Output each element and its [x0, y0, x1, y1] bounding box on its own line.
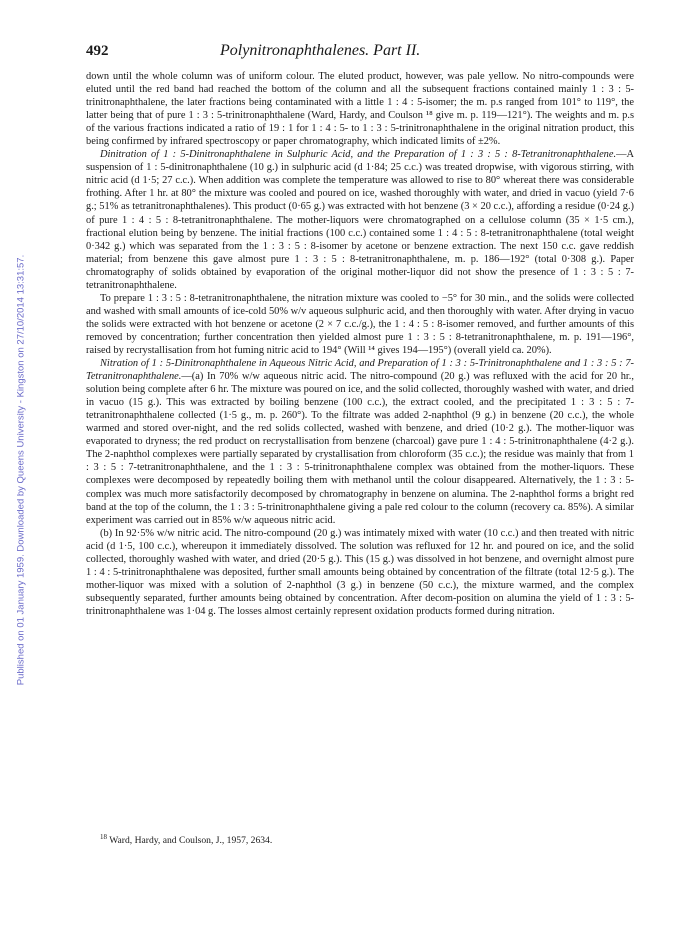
running-title: Polynitronaphthalenes. Part II.: [220, 42, 421, 59]
paragraph-2: [86, 148, 634, 292]
page-number: 492: [86, 43, 109, 59]
paragraph-1: down until the whole column was of uniform colour. The eluted product, however, was pale yellow. No nitro-compounds were eluted until the red band had reached the bottom of the column and all the subsequent fractions contained mainly 1 : 3 : 5-trinitronaphthalene, the later fractions being contaminated with a little 1 : 4 : 5-isomer; the m. p.s ranged from 101° to 119°, the latter being that of pure 1 : 3 : 5-trinitronaphthalene (Ward, Hardy, and Coulson ¹⁸ give m. p. 119—121°). The weights and m. p.s of the various fractions indicated a ratio of 19 : 1 for 1 : 4 : 5- to 1 : 3 : 5-trinitronaphthalene in the original nitration product, this being confirmed by infrared spectroscopy or paper chromatography, which indicated limits of ±2%.: [86, 71, 634, 148]
paragraph-4: [86, 357, 634, 527]
paragraph-5: (b) In 92·5% w/w nitric acid. The nitro-compound (20 g.) was intimately mixed with water (10 c.c.) and then treated with nitric acid (d 1·5, 100 c.c.), whereupon it immediately dissolved. The solution was refluxed for 12 hr. and poured on ice, and the solid collected, thoroughly washed with water, and dried (20·5 g.). This (15 g.) was dissolved in hot benzene, and overnight almost pure 1 : 4 : 5-trinitronaphthalene was deposited, further small amounts being obtained by concentration of the filtrate (total 12·5 g.). The mother-liquor was mixed with a solution of 2-naphthol (3 g.) in benzene (50 c.c.), the mixture warmed, and the complex subsequently separated, further amounts being obtained by concentration. After decom-position on alumina the yield of 1 : 3 : 5-trinitronaphthalene was 1·04 g. The losses almost certainly represent oxidation products formed during nitration.: [86, 527, 634, 617]
footnote-text: Ward, Hardy, and Coulson, J., 1957, 2634.: [109, 835, 273, 847]
paragraph-4-text: —(a) In 70% w/w aqueous nitric acid. The nitro-compound (20 g.) was refluxed with the acid for 20 hr., solution being complete after 6 hr. The mixture was poured on ice, and the solid collected, thoroughly washed with water, and dried in vacuo (15 g.). This was extracted by boiling benzene (100 c.c.), the extract cooled, and the precipitated 1 : 3 : 5 : 7-tetranitronaphthalene collected (1·5 g., m. p. 260°). To the filtrate was added 2-naphthol (9 g.) in benzene (20 c.c.), the whole warmed and stored over-night, and the red solids collected, washed with benzene, and dried (10·2 g.). The mother-liquor was evaporated to dryness; the red product on recrystallisation from benzene (charcoal) gave pure 1 : 4 : 5-trinitronaphthalene (4·2 g.). The 2-naphthol complexes were partially separated by crystallisation from chloroform (35 c.c.); the residue was mainly that from 1 : 3 : 5 : 7-tetranitronaphthalene, and the 1 : 3 : 5-trinitronaphthalene complex was obtained from the mother-liquors. These complexes were decomposed by repeatedly boiling them with methanol until the colour disappeared. Alternatively, the 1 : 3 : 5-complex was much more satisfactorily decomposed by chromatography in benzene on alumina. The 2-naphthol forms a bright red band at the top of the column, the 1 : 3 : 5-trinitronaphthalene giving a pale red colour to the column (recovery ca. 85%). A similar experiment was carried out in 85% w/w aqueous nitric acid.: [86, 371, 634, 526]
download-watermark: [14, 150, 28, 790]
paragraph-3: To prepare 1 : 3 : 5 : 8-tetranitronaphthalene, the nitration mixture was cooled to −5° for 30 min., and the solids were collected and washed with small amounts of ice-cold 50% w/v aqueous sulphuric acid, and then thoroughly with water. After drying in vacuo the solids were extracted with hot benzene or acetone (2 × 7 c.c./g.), the 1 : 4 : 5 : 8-isomer removed, and further amounts of this removed by concentration; further concentration then yielded almost pure 1 : 3 : 5 : 8-tetranitronaphthalene, m. p. 191—196°, raised by recrystallisation from hot fuming nitric acid to 194° (Will ¹⁴ gives 194—195°) (overall yield ca. 20%).: [86, 292, 634, 356]
article-body: [86, 70, 634, 618]
section-heading-nitration: Nitration of 1 : 5-Dinitronaphthalene in Aqueous Nitric Acid, and Preparation of 1 : 3 : 5-Trinitronaphthalene and 1 : 3 : 5 : 7-Tetranitronaphthalene.: [86, 358, 634, 383]
download-watermark-text: Published on 01 January 1959. Downloaded by Queens University - Kingston on 27/10/2014 13:31:57.: [15, 254, 27, 686]
paragraph-2-text: —A suspension of 1 : 5-dinitronaphthalene (10 g.) in sulphuric acid (d 1·84; 25 c.c.) was treated dropwise, with vigorous stirring, with nitric acid (d 1·5; 27 c.c.). When addition was complete the temperature was allowed to rise to 80° whereat there was considerable frothing. After 1 hr. at 80° the mixture was cooled and poured on ice, washed thoroughly with water, and dried in vacuo (yield 7·6 g.; 51% as tetranitronaphthalenes). This product (0·65 g.) was extracted with hot benzene (3 × 20 c.c.), affording a residue (0·24 g.) of pure 1 : 4 : 5 : 8-tetranitronaphthalene. The mother-liquors were chromatographed on a cellulose column (35 × 1·5 cm.), fractional elution being by benzene. The initial fractions (100 c.c.) contained some 1 : 4 : 5 : 8-tetranitronaphthalene (total weight 0·342 g.) which was separated from the 1 : 3 : 5 : 8-isomer by acetone or benzene extraction. The next 150 c.c. gave reddish material; from benzene this gave almost pure 1 : 3 : 5 : 8-tetranitronaphthalene, m. p. 186—192° (total 0·308 g.). Paper chromatography of solids obtained by evaporation of the original mother-liquor did not show the presence of 1 : 3 : 5 : 7-tetranitronaphthalene.: [86, 149, 634, 291]
footnote: [100, 833, 272, 846]
footnote-ref: 18: [100, 833, 107, 841]
section-heading-dinitration: Dinitration of 1 : 5-Dinitronaphthalene in Sulphuric Acid, and the Preparation of 1 : 3 : 5 : 8-Tetranitronaphthalene.: [100, 149, 617, 161]
